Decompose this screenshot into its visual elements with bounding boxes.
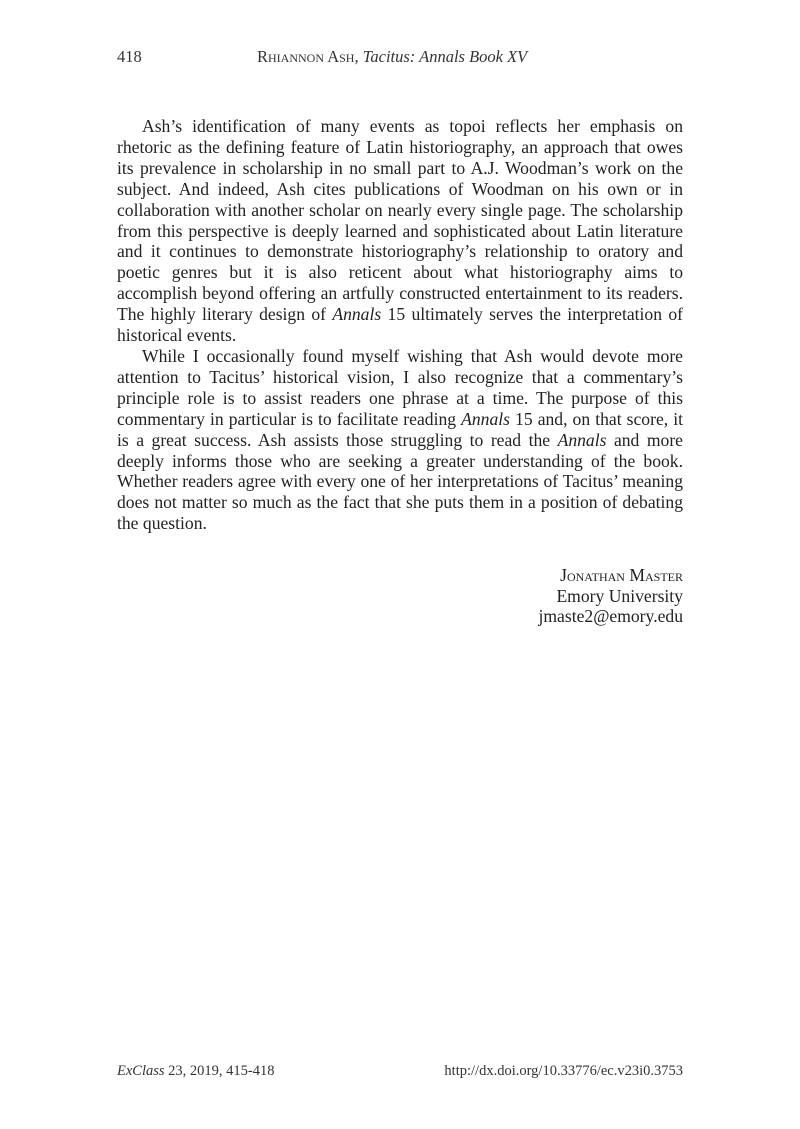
text-segment-italic: Annals [461, 408, 510, 429]
journal-name: ExClass [117, 1063, 165, 1079]
reviewer-affiliation: Emory University [556, 585, 683, 606]
text-segment: While I occasionally found myself wishing that Ash would devote more attention to Tacitus’ historical vision, I also recognize that a commentary’s principle role is to assist readers one phrase at a time. The purpose of this commentary in particular is to facilitate reading [117, 345, 683, 429]
text-segment: and more deeply informs those who are seeking a greater understanding of the book. Whether readers agree with every one of her interpretations of Tacitus’ meaning does not matter so much as the fact that she puts them in a position of debating the question. [117, 429, 683, 534]
text-segment: 15 ultimately serves the interpretation of historical events. [117, 304, 683, 346]
running-head-title [257, 47, 527, 67]
doi-link[interactable]: http://dx.doi.org/10.33776/ec.v23i0.3753 [444, 1063, 683, 1079]
author-name: Rhiannon Ash [257, 47, 355, 66]
text-segment-italic: Annals [332, 304, 382, 325]
citation-details: 23, 2019, 415-418 [164, 1063, 275, 1079]
text-segment-italic: Annals [557, 429, 607, 450]
separator: , [354, 47, 363, 66]
running-head [117, 47, 683, 67]
reviewer-name: Jonathan Master [560, 565, 683, 585]
journal-citation [117, 1063, 275, 1080]
reviewer-signature [538, 565, 683, 627]
paragraph-1 [117, 116, 683, 346]
review-body [117, 116, 683, 534]
text-segment: Ash’s identification of many events as topoi reflects her emphasis on rhetoric as the defining feature of Latin historiography, an approach that owes its prevalence in scholarship in no small part to A.J. Woodman’s work on the subject. And indeed, Ash cites publications of Woodman on his own or in collaboration with another scholar on nearly every single page. The scholarship from this perspective is deeply learned and sophisticated about Latin literature and it continues to demonstrate historiography’s relationship to oratory and poetic genres but it is also reticent about what historiography aims to accomplish beyond offering an artfully constructed entertainment to its readers. The highly literary design of [117, 116, 683, 325]
reviewer-email[interactable]: jmaste2@emory.edu [538, 606, 683, 626]
book-title: Tacitus: Annals Book XV [362, 47, 528, 66]
page-footer [117, 1063, 683, 1083]
text-segment: 15 and, on that score, it is a great success. Ash assists those struggling to read the [117, 408, 683, 450]
paragraph-2 [117, 346, 683, 534]
page-number: 418 [117, 47, 142, 66]
